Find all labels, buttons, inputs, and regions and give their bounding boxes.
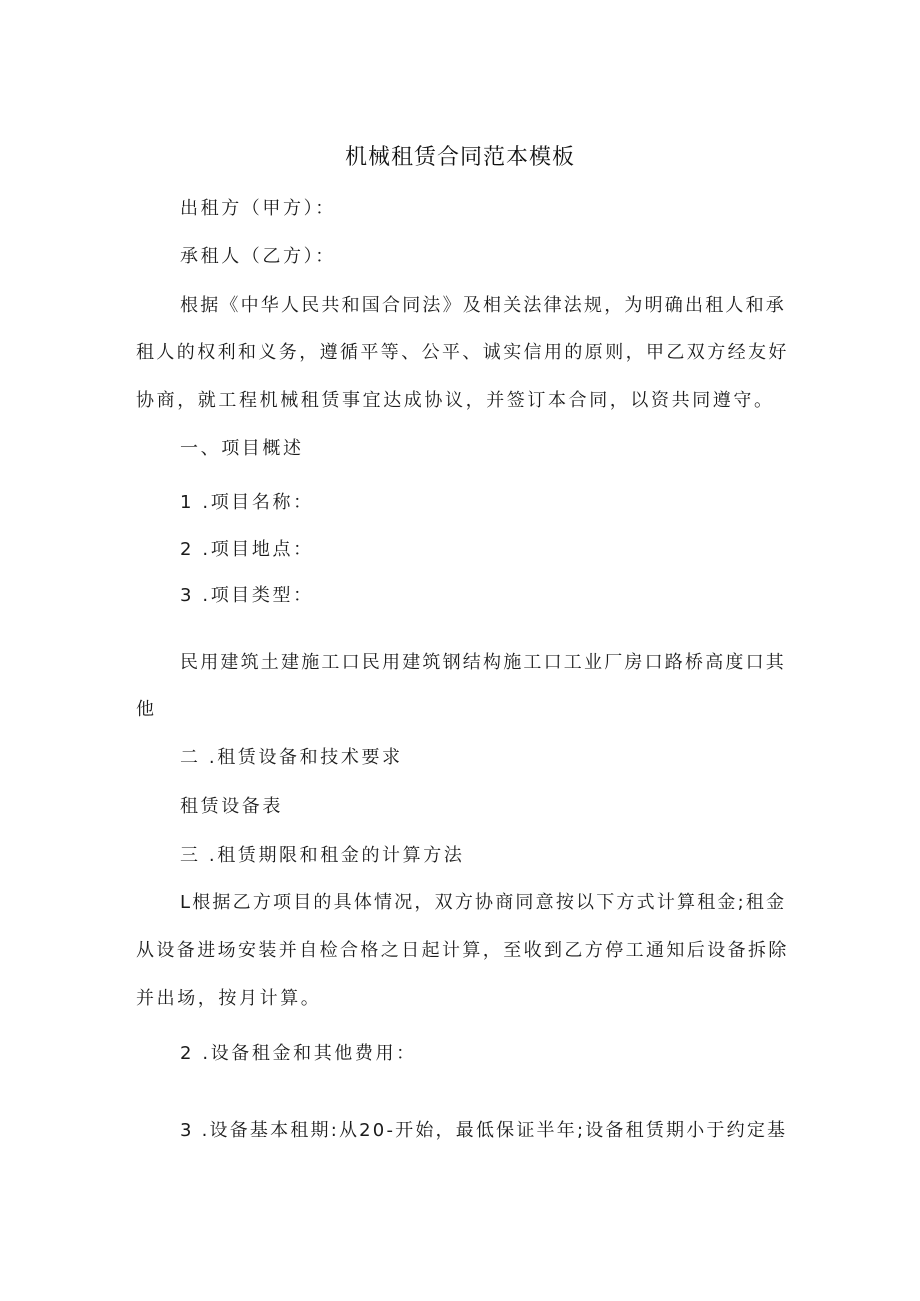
project-name-line: 1 .项目名称： xyxy=(180,492,314,513)
section-heading-3: 三 .租赁期限和租金的计算方法 xyxy=(180,845,465,866)
section-heading-2: 二 .租赁设备和技术要求 xyxy=(180,747,403,768)
lessee-line: 承租人（乙方）： xyxy=(180,246,336,267)
rent-method-line-2: 从设备进场安装并自检合格之日起计算，至收到乙方停工通知后设备拆除 xyxy=(136,940,789,961)
section-heading-1: 一、项目概述 xyxy=(180,438,304,459)
project-type-line: 3 .项目类型： xyxy=(180,585,314,606)
preamble-line-1: 根据《中华人民共和国合同法》及相关法律法规，为明确出租人和承 xyxy=(180,295,786,316)
base-term-line: 3 .设备基本租期:从20-开始，最低保证半年;设备租赁期小于约定基 xyxy=(180,1120,788,1141)
rent-fees-line: 2 .设备租金和其他费用： xyxy=(180,1043,417,1064)
rent-method-line-3: 并出场，按月计算。 xyxy=(136,988,322,1009)
project-location-line: 2 .项目地点： xyxy=(180,539,314,560)
lessor-line: 出租方（甲方）： xyxy=(180,198,336,219)
page-title: 机械租赁合同范本模板 xyxy=(344,145,575,170)
preamble-line-3: 协商，就工程机械租赁事宜达成协议，并签订本合同，以资共同遵守。 xyxy=(136,390,775,411)
equipment-table-label: 租赁设备表 xyxy=(180,796,283,817)
project-type-options-line-2: 他 xyxy=(136,699,157,720)
preamble-line-2: 租人的权利和义务，遵循平等、公平、诚实信用的原则，甲乙双方经友好 xyxy=(136,342,789,363)
project-type-options-line-1: 民用建筑土建施工口民用建筑钢结构施工口工业厂房口路桥高度口其 xyxy=(180,652,786,673)
rent-method-line-1: L根据乙方项目的具体情况，双方协商同意按以下方式计算租金;租金 xyxy=(180,892,787,913)
